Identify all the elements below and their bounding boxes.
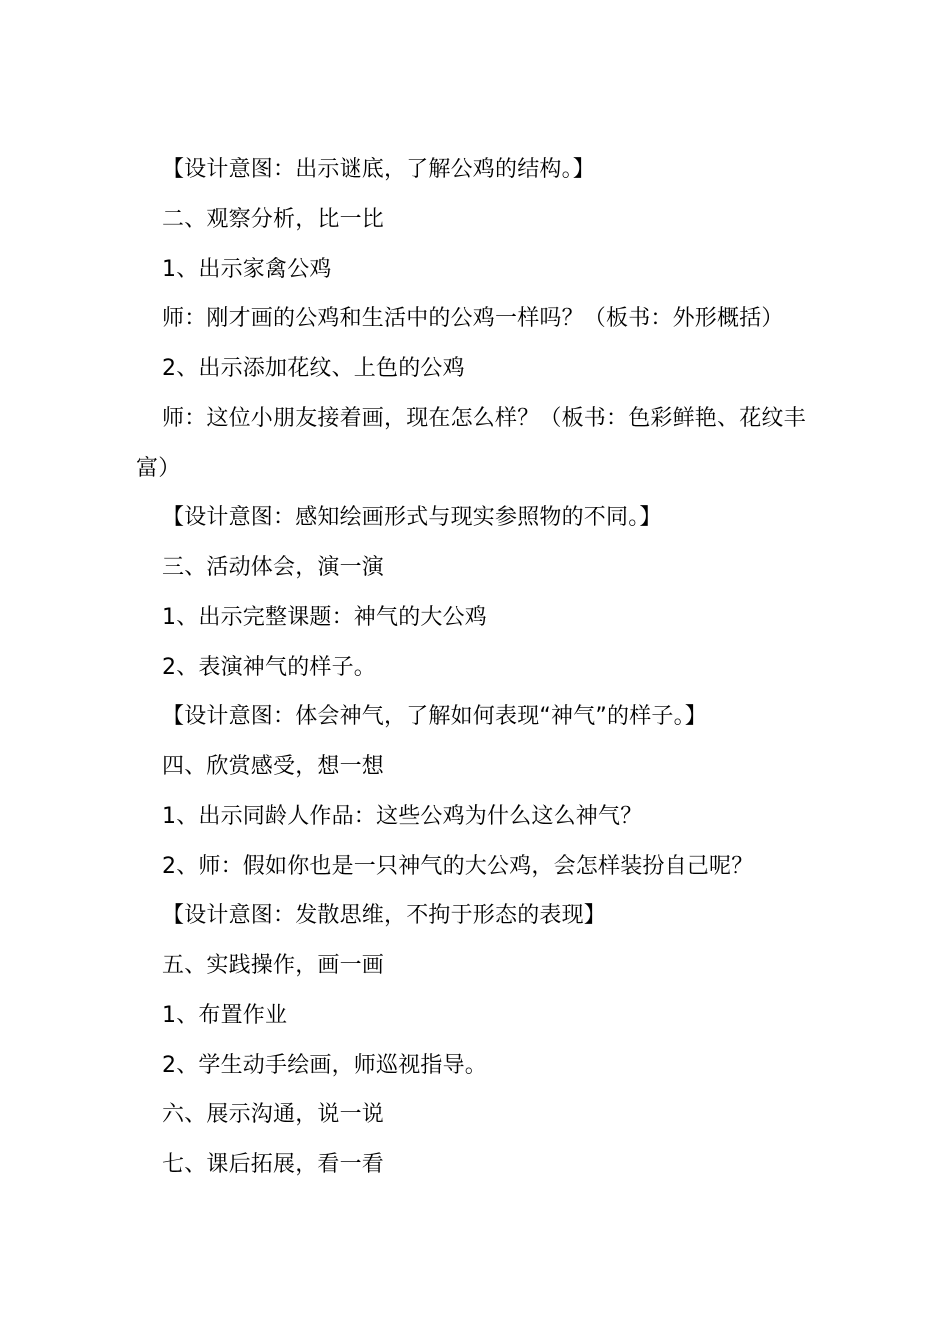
list-item: 1、出示家禽公鸡 bbox=[162, 257, 332, 282]
design-intent-line: 【设计意图：发散思维，不拘于形态的表现】 bbox=[162, 903, 607, 928]
section-heading: 四、欣赏感受，想一想 bbox=[162, 754, 385, 779]
section-heading: 二、观察分析，比一比 bbox=[162, 207, 385, 232]
section-heading: 七、课后拓展，看一看 bbox=[162, 1152, 385, 1177]
section-heading: 三、活动体会，演一演 bbox=[162, 555, 385, 580]
teacher-line: 师：刚才画的公鸡和生活中的公鸡一样吗？（板书：外形概括） bbox=[162, 306, 784, 331]
design-intent-line: 【设计意图：感知绘画形式与现实参照物的不同。】 bbox=[162, 505, 662, 530]
list-item: 1、出示完整课题：神气的大公鸡 bbox=[162, 605, 487, 630]
section-heading: 五、实践操作，画一画 bbox=[162, 953, 385, 978]
list-item: 1、出示同龄人作品：这些公鸡为什么这么神气？ bbox=[162, 804, 643, 829]
list-item: 2、出示添加花纹、上色的公鸡 bbox=[162, 356, 465, 381]
design-intent-line: 【设计意图：出示谜底，了解公鸡的结构。】 bbox=[162, 157, 596, 182]
list-item: 2、表演神气的样子。 bbox=[162, 655, 376, 680]
teacher-line-continuation: 富） bbox=[136, 456, 181, 481]
list-item: 2、学生动手绘画，师巡视指导。 bbox=[162, 1053, 487, 1078]
teacher-line: 师：这位小朋友接着画，现在怎么样？（板书：色彩鲜艳、花纹丰 bbox=[162, 406, 806, 431]
design-intent-line: 【设计意图：体会神气，了解如何表现“神气”的样子。】 bbox=[162, 704, 707, 729]
section-heading: 六、展示沟通，说一说 bbox=[162, 1102, 385, 1127]
list-item: 2、师：假如你也是一只神气的大公鸡，会怎样装扮自己呢？ bbox=[162, 854, 754, 879]
list-item: 1、布置作业 bbox=[162, 1003, 288, 1028]
